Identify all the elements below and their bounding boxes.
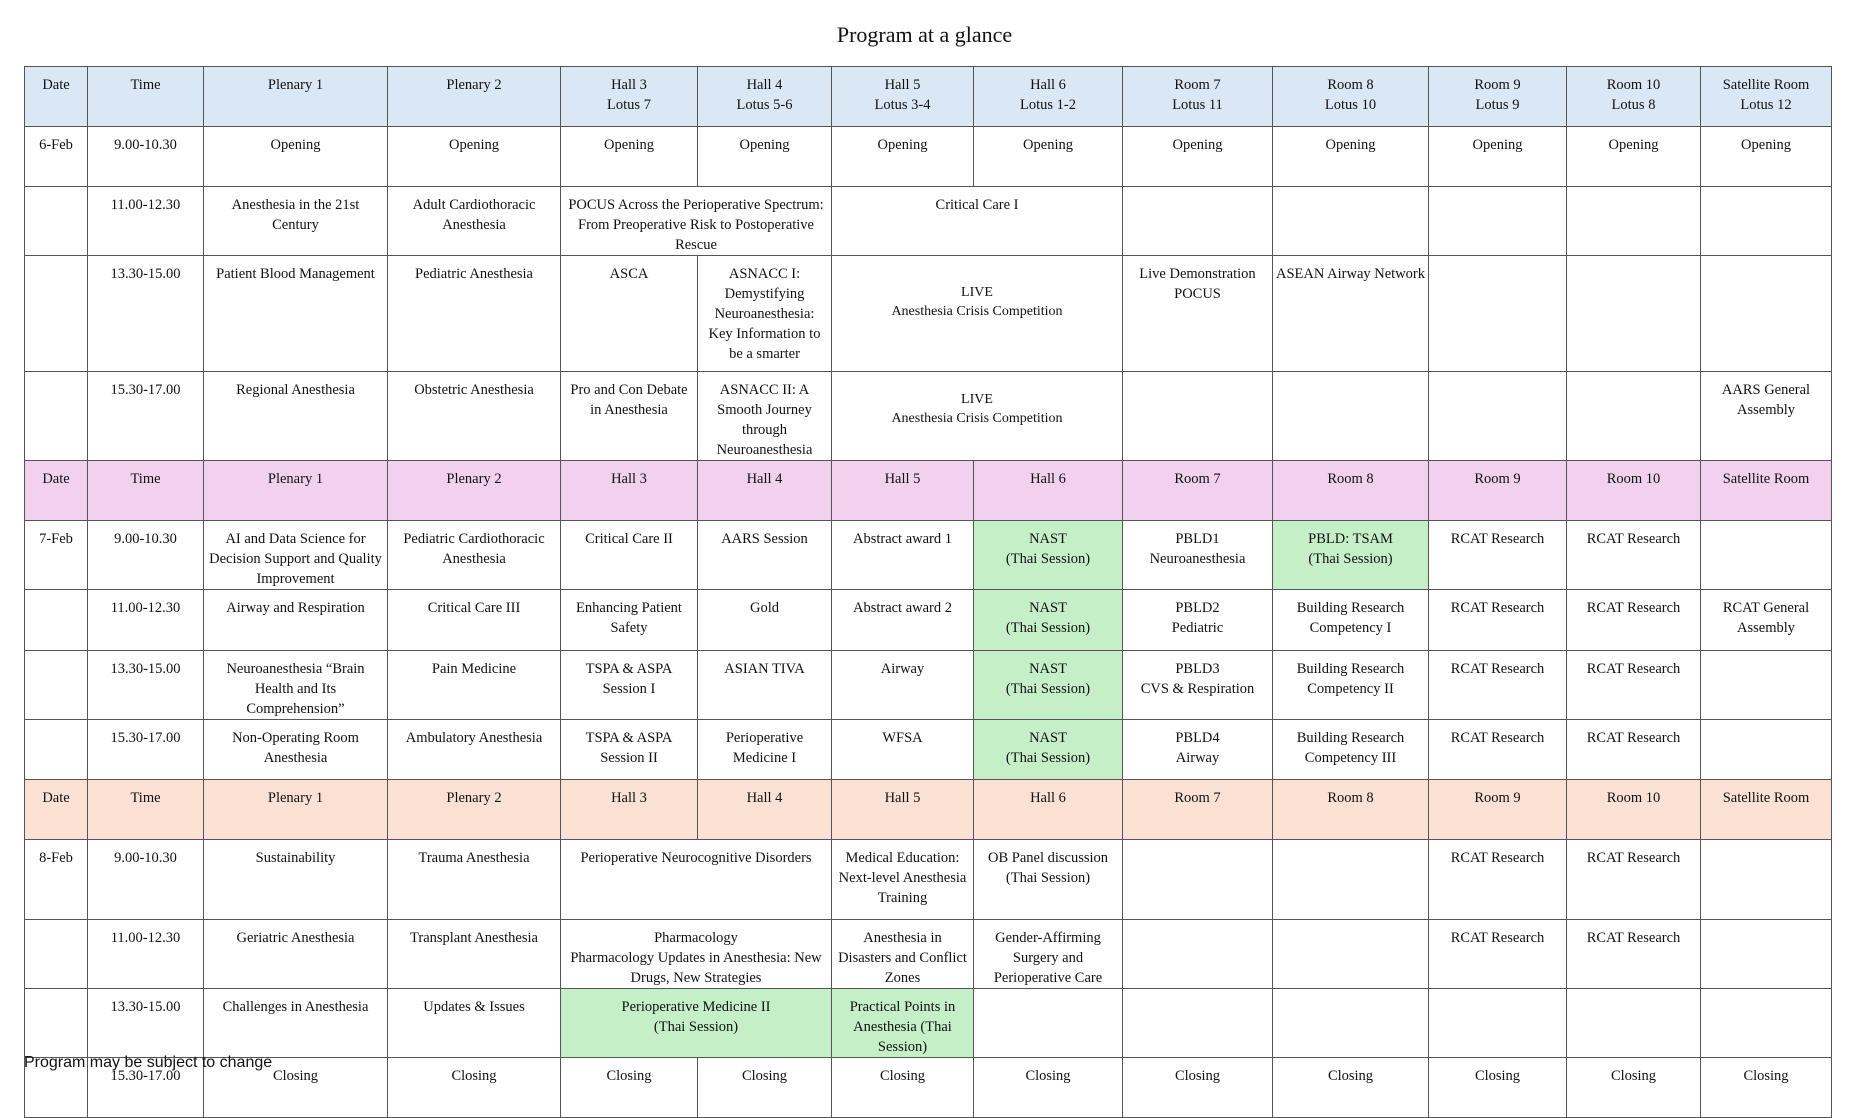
time-cell: 9.00-10.30 (88, 840, 204, 920)
session-cell: Closing (1123, 1058, 1273, 1118)
column-header-hall-5: Hall 5 (832, 461, 974, 521)
session-cell: Closing (204, 1058, 388, 1118)
session-cell (1567, 989, 1701, 1058)
table-row (25, 920, 1832, 989)
session-cell (1701, 920, 1832, 989)
column-header-plenary-2: Plenary 2 (388, 780, 561, 840)
session-cell: Closing (1567, 1058, 1701, 1118)
time-cell: 15.30-17.00 (88, 1058, 204, 1118)
session-cell (1701, 521, 1832, 590)
session-cell: RCAT Research (1567, 840, 1701, 920)
session-cell: ASNACC I: Demystifying Neuroanesthesia: Key Information to be a smarter (698, 256, 832, 372)
session-cell: Building Research Competency I (1273, 590, 1429, 651)
header-row (25, 780, 1832, 840)
session-cell (1429, 187, 1567, 256)
table-row (25, 256, 1832, 372)
time-cell: 11.00-12.30 (88, 187, 204, 256)
column-header-date: Date (25, 67, 88, 127)
session-cell: Geriatric Anesthesia (204, 920, 388, 989)
session-cell (1273, 187, 1429, 256)
session-cell: PBLD2 Pediatric (1123, 590, 1273, 651)
session-cell (1567, 187, 1701, 256)
table-row (25, 1058, 1832, 1118)
session-cell: Anesthesia in the 21st Century (204, 187, 388, 256)
session-cell: Pain Medicine (388, 651, 561, 720)
column-header-time: Time (88, 461, 204, 521)
session-cell: Adult Cardiothoracic Anesthesia (388, 187, 561, 256)
time-cell: 15.30-17.00 (88, 720, 204, 780)
session-cell: Gold (698, 590, 832, 651)
column-header-date: Date (25, 461, 88, 521)
page-title: Program at a glance (836, 22, 1013, 47)
column-header-hall-6: Hall 6 (974, 780, 1123, 840)
column-header-satellite-room: Satellite Room (1701, 461, 1832, 521)
session-cell: Transplant Anesthesia (388, 920, 561, 989)
session-cell: RCAT Research (1429, 840, 1567, 920)
session-cell: Opening (1701, 127, 1832, 187)
column-header-room-7: Room 7 (1123, 780, 1273, 840)
session-cell: PBLD3 CVS & Respiration (1123, 651, 1273, 720)
column-header-room-10: Room 10 (1567, 780, 1701, 840)
header-row (25, 67, 1832, 127)
session-cell: Opening (974, 127, 1123, 187)
session-cell (1701, 256, 1832, 372)
column-header-room-10: Room 10 Lotus 8 (1567, 67, 1701, 127)
session-cell: POCUS Across the Perioperative Spectrum: From Preoperative Risk to Postoperative Rescue (561, 187, 832, 256)
session-cell (1273, 989, 1429, 1058)
column-header-hall-4: Hall 4 (698, 780, 832, 840)
session-cell: Building Research Competency II (1273, 651, 1429, 720)
session-cell: Opening (832, 127, 974, 187)
session-cell: Abstract award 2 (832, 590, 974, 651)
session-cell: Updates & Issues (388, 989, 561, 1058)
session-cell (1123, 840, 1273, 920)
table-row (25, 590, 1832, 651)
table-row (25, 651, 1832, 720)
table-row (25, 127, 1832, 187)
column-header-plenary-1: Plenary 1 (204, 67, 388, 127)
session-cell: Pharmacology Pharmacology Updates in Anesthesia: New Drugs, New Strategies (561, 920, 832, 989)
session-cell: Non-Operating Room Anesthesia (204, 720, 388, 780)
footer-note: Program may be subject to change (24, 1054, 273, 1071)
date-cell (25, 920, 88, 989)
session-cell: Practical Points in Anesthesia (Thai Session) (832, 989, 974, 1058)
session-cell (1429, 256, 1567, 372)
session-cell (1273, 372, 1429, 461)
column-header-hall-3: Hall 3 (561, 461, 698, 521)
session-cell (1429, 372, 1567, 461)
date-cell (25, 372, 88, 461)
column-header-plenary-1: Plenary 1 (204, 461, 388, 521)
time-cell: 11.00-12.30 (88, 920, 204, 989)
session-cell: Neuroanesthesia “Brain Health and Its Comprehension” (204, 651, 388, 720)
time-cell: 13.30-15.00 (88, 651, 204, 720)
time-cell: 13.30-15.00 (88, 256, 204, 372)
session-cell: Opening (1273, 127, 1429, 187)
session-cell (1567, 256, 1701, 372)
session-cell: Closing (832, 1058, 974, 1118)
column-header-satellite-room: Satellite Room Lotus 12 (1701, 67, 1832, 127)
time-cell: 13.30-15.00 (88, 989, 204, 1058)
session-cell (1123, 372, 1273, 461)
session-cell: LIVE Anesthesia Crisis Competition (832, 256, 1123, 372)
column-header-hall-3: Hall 3 (561, 780, 698, 840)
column-header-date: Date (25, 780, 88, 840)
session-cell (1123, 989, 1273, 1058)
session-cell: Perioperative Neurocognitive Disorders (561, 840, 832, 920)
session-cell: PBLD: TSAM (Thai Session) (1273, 521, 1429, 590)
date-cell: 7-Feb (25, 521, 88, 590)
column-header-room-9: Room 9 Lotus 9 (1429, 67, 1567, 127)
table-row (25, 840, 1832, 920)
session-cell: Medical Education: Next-level Anesthesia Training (832, 840, 974, 920)
date-cell: 6-Feb (25, 127, 88, 187)
session-cell: Opening (1123, 127, 1273, 187)
session-cell: Closing (1429, 1058, 1567, 1118)
session-cell: NAST (Thai Session) (974, 651, 1123, 720)
time-cell: 9.00-10.30 (88, 127, 204, 187)
session-cell: Opening (1567, 127, 1701, 187)
column-header-plenary-2: Plenary 2 (388, 461, 561, 521)
table-row (25, 187, 1832, 256)
column-header-plenary-2: Plenary 2 (388, 67, 561, 127)
date-cell (25, 590, 88, 651)
program-table (24, 66, 1832, 1118)
session-cell: ASNACC II: A Smooth Journey through Neuroanesthesia (698, 372, 832, 461)
session-cell: Critical Care III (388, 590, 561, 651)
session-cell: NAST (Thai Session) (974, 521, 1123, 590)
column-header-hall-5: Hall 5 (832, 780, 974, 840)
session-cell (1701, 720, 1832, 780)
session-cell: Opening (561, 127, 698, 187)
column-header-hall-5: Hall 5 Lotus 3-4 (832, 67, 974, 127)
session-cell: NAST (Thai Session) (974, 590, 1123, 651)
column-header-room-8: Room 8 Lotus 10 (1273, 67, 1429, 127)
session-cell: Obstetric Anesthesia (388, 372, 561, 461)
session-cell: Closing (561, 1058, 698, 1118)
session-cell: WFSA (832, 720, 974, 780)
session-cell: Enhancing Patient Safety (561, 590, 698, 651)
date-cell: 8-Feb (25, 840, 88, 920)
session-cell: Gender-Affirming Surgery and Perioperative Care (974, 920, 1123, 989)
session-cell: Closing (1273, 1058, 1429, 1118)
session-cell (1701, 651, 1832, 720)
column-header-room-7: Room 7 Lotus 11 (1123, 67, 1273, 127)
session-cell: Closing (974, 1058, 1123, 1118)
session-cell: RCAT Research (1429, 720, 1567, 780)
session-cell: LIVE Anesthesia Crisis Competition (832, 372, 1123, 461)
session-cell (974, 989, 1123, 1058)
session-cell: RCAT Research (1429, 651, 1567, 720)
column-header-hall-6: Hall 6 Lotus 1-2 (974, 67, 1123, 127)
session-cell: RCAT Research (1567, 590, 1701, 651)
session-cell: RCAT Research (1567, 720, 1701, 780)
date-cell (25, 720, 88, 780)
column-header-room-9: Room 9 (1429, 461, 1567, 521)
table-row (25, 720, 1832, 780)
session-cell (1701, 989, 1832, 1058)
session-cell: Critical Care II (561, 521, 698, 590)
session-cell: TSPA & ASPA Session I (561, 651, 698, 720)
session-cell: NAST (Thai Session) (974, 720, 1123, 780)
column-header-room-7: Room 7 (1123, 461, 1273, 521)
column-header-room-8: Room 8 (1273, 461, 1429, 521)
session-cell: Opening (388, 127, 561, 187)
table-row (25, 989, 1832, 1058)
session-cell: RCAT General Assembly (1701, 590, 1832, 651)
column-header-plenary-1: Plenary 1 (204, 780, 388, 840)
session-cell: Regional Anesthesia (204, 372, 388, 461)
session-cell (1123, 920, 1273, 989)
time-cell: 9.00-10.30 (88, 521, 204, 590)
time-cell: 11.00-12.30 (88, 590, 204, 651)
session-cell: Live Demonstration POCUS (1123, 256, 1273, 372)
session-cell: RCAT Research (1429, 590, 1567, 651)
session-cell: Opening (204, 127, 388, 187)
date-cell (25, 187, 88, 256)
session-cell: OB Panel discussion (Thai Session) (974, 840, 1123, 920)
session-cell: RCAT Research (1429, 920, 1567, 989)
session-cell: Closing (698, 1058, 832, 1118)
session-cell: Sustainability (204, 840, 388, 920)
session-cell (1123, 187, 1273, 256)
session-cell: Airway and Respiration (204, 590, 388, 651)
session-cell: Pediatric Anesthesia (388, 256, 561, 372)
session-cell: RCAT Research (1567, 920, 1701, 989)
table-row (25, 521, 1832, 590)
session-cell (1701, 187, 1832, 256)
session-cell: Pro and Con Debate in Anesthesia (561, 372, 698, 461)
session-cell: Building Research Competency III (1273, 720, 1429, 780)
column-header-room-9: Room 9 (1429, 780, 1567, 840)
session-cell: Perioperative Medicine II (Thai Session) (561, 989, 832, 1058)
session-cell (1273, 840, 1429, 920)
column-header-room-10: Room 10 (1567, 461, 1701, 521)
date-cell (25, 651, 88, 720)
session-cell: Patient Blood Management (204, 256, 388, 372)
session-cell: Perioperative Medicine I (698, 720, 832, 780)
column-header-time: Time (88, 67, 204, 127)
session-cell: Trauma Anesthesia (388, 840, 561, 920)
column-header-hall-4: Hall 4 (698, 461, 832, 521)
session-cell: PBLD1 Neuroanesthesia (1123, 521, 1273, 590)
session-cell: Critical Care I (832, 187, 1123, 256)
session-cell: AARS General Assembly (1701, 372, 1832, 461)
session-cell: Closing (1701, 1058, 1832, 1118)
session-cell: Challenges in Anesthesia (204, 989, 388, 1058)
session-cell: Anesthesia in Disasters and Conflict Zones (832, 920, 974, 989)
session-cell: ASCA (561, 256, 698, 372)
session-cell: Opening (1429, 127, 1567, 187)
column-header-room-8: Room 8 (1273, 780, 1429, 840)
session-cell: Airway (832, 651, 974, 720)
column-header-time: Time (88, 780, 204, 840)
session-cell: Abstract award 1 (832, 521, 974, 590)
session-cell (1273, 920, 1429, 989)
session-cell: ASIAN TIVA (698, 651, 832, 720)
session-cell: RCAT Research (1567, 521, 1701, 590)
column-header-hall-6: Hall 6 (974, 461, 1123, 521)
date-cell (25, 989, 88, 1058)
column-header-hall-3: Hall 3 Lotus 7 (561, 67, 698, 127)
session-cell: Opening (698, 127, 832, 187)
session-cell: RCAT Research (1429, 521, 1567, 590)
session-cell: Closing (388, 1058, 561, 1118)
column-header-satellite-room: Satellite Room (1701, 780, 1832, 840)
session-cell: RCAT Research (1567, 651, 1701, 720)
session-cell: AI and Data Science for Decision Support and Quality Improvement (204, 521, 388, 590)
header-row (25, 461, 1832, 521)
date-cell (25, 256, 88, 372)
session-cell: Ambulatory Anesthesia (388, 720, 561, 780)
session-cell (1429, 989, 1567, 1058)
session-cell: Pediatric Cardiothoracic Anesthesia (388, 521, 561, 590)
session-cell: TSPA & ASPA Session II (561, 720, 698, 780)
column-header-hall-4: Hall 4 Lotus 5-6 (698, 67, 832, 127)
session-cell: PBLD4 Airway (1123, 720, 1273, 780)
session-cell: AARS Session (698, 521, 832, 590)
session-cell: ASEAN Airway Network (1273, 256, 1429, 372)
table-row (25, 372, 1832, 461)
session-cell (1567, 372, 1701, 461)
time-cell: 15.30-17.00 (88, 372, 204, 461)
session-cell (1701, 840, 1832, 920)
